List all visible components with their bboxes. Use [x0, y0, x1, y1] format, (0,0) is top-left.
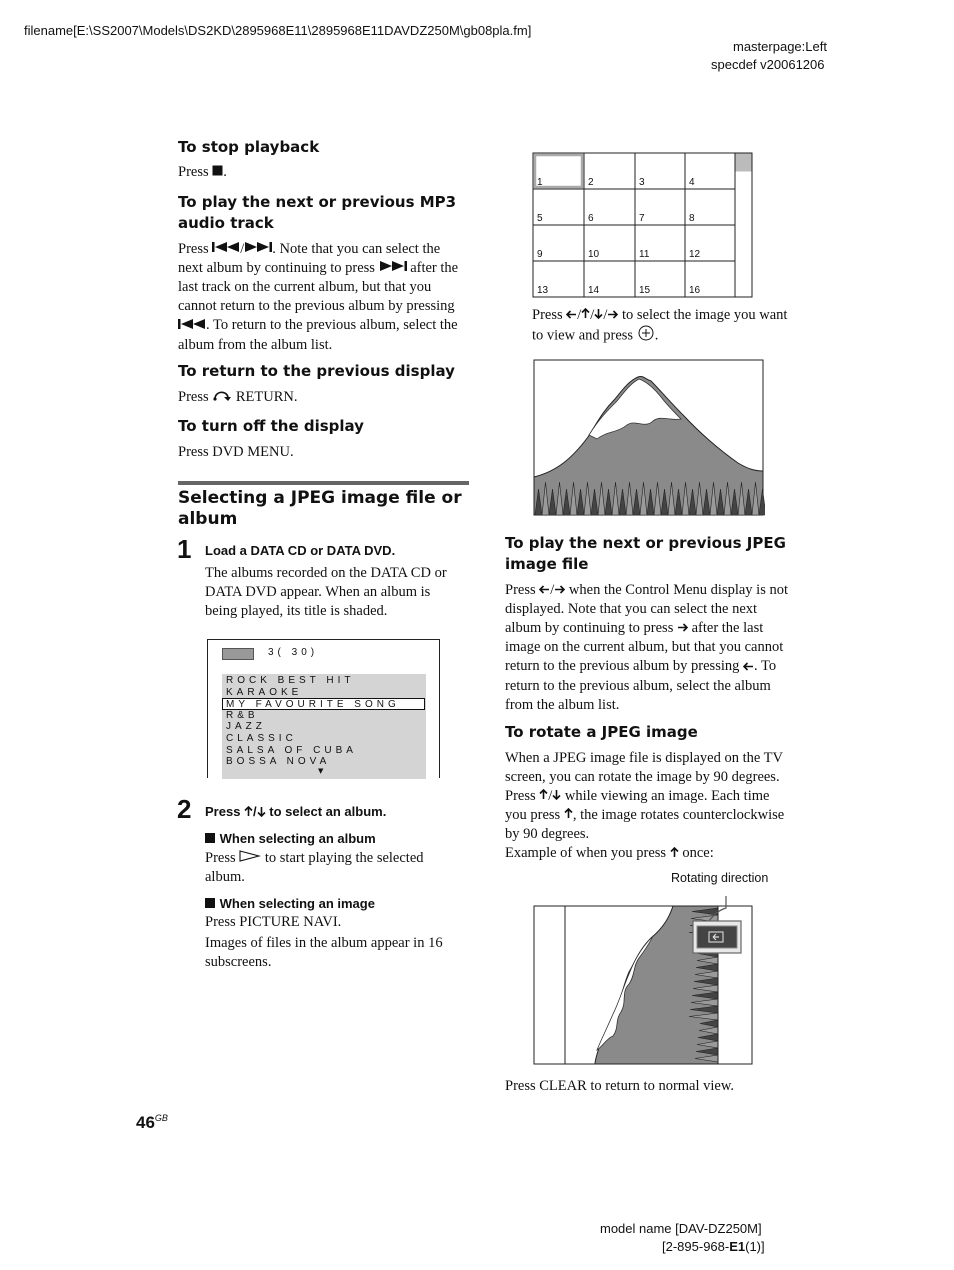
- arrow-up-icon: [564, 806, 573, 825]
- album-list-item[interactable]: SALSA OF CUBA: [226, 744, 357, 756]
- arrow-up-icon: [670, 845, 679, 864]
- thumbnail-label: 7: [639, 213, 645, 224]
- arrow-left-icon: [566, 306, 577, 325]
- when-selecting-image-heading: When selecting an image: [205, 895, 375, 914]
- arrow-left-icon: [743, 658, 754, 677]
- section-title: Selecting a JPEG image file or album: [178, 488, 462, 529]
- album-count: 3( 30): [268, 647, 319, 658]
- when-selecting-album-body: Press to start playing the selected album.: [205, 850, 424, 886]
- thumbnail-label: 13: [537, 285, 549, 296]
- prev-track-icon: [178, 317, 206, 336]
- arrow-down-icon: [257, 804, 266, 822]
- album-list-item[interactable]: R&B: [226, 709, 259, 721]
- thumbnail-label: 9: [537, 249, 543, 260]
- step-1-number: 1: [177, 534, 192, 564]
- bullet-square-icon: [205, 831, 216, 849]
- next-mp3-body: Press / . Note that you can select the next album by continuing to press after the last track on the current album, but that you cannot return to the previous album by pressing . To return to the previous album, select the album from the album list.: [178, 241, 459, 353]
- step-2-title: Press / to select an album.: [205, 803, 386, 822]
- grid-scrollbar: [735, 153, 752, 297]
- model-name: model name [DAV-DZ250M]: [600, 1221, 762, 1236]
- return-icon: [212, 388, 232, 407]
- stop-playback-text: Press .: [178, 163, 227, 182]
- arrow-right-icon: [607, 306, 618, 325]
- more-items-indicator: ▼: [318, 767, 324, 775]
- bullet-square-icon: [205, 896, 216, 914]
- arrow-up-icon: [244, 804, 253, 822]
- album-list-screen: [207, 639, 440, 778]
- arrow-up-icon: [539, 787, 548, 806]
- step-1-title: Load a DATA CD or DATA DVD.: [205, 543, 396, 558]
- grid-caption: Press / / / to select the image you want to view and press .: [532, 306, 812, 347]
- rotate-heading: To rotate a JPEG image: [505, 723, 698, 741]
- thumbnail-label: 11: [639, 249, 650, 260]
- play-icon: [239, 849, 261, 868]
- thumbnail-label: 8: [689, 213, 695, 224]
- album-list-item[interactable]: MY FAVOURITE SONG: [222, 698, 425, 710]
- album-list-item[interactable]: BOSSA NOVA: [226, 756, 331, 768]
- rotated-image: [533, 888, 755, 1066]
- thumbnail-label: 4: [689, 177, 695, 188]
- stop-icon: [212, 163, 223, 182]
- when-selecting-image-body: Press PICTURE NAVI. Images of files in the album appear in 16 subscreens.: [205, 914, 443, 970]
- filename-header: filename[E:\SS2007\Models\DS2KD\2895968E11\2895968E11DAVDZ250M\gb08pla.fm]: [24, 23, 532, 38]
- part-number: [2-895-968-E1(1)]: [662, 1239, 765, 1254]
- prev-track-icon: [212, 240, 240, 259]
- thumbnail-label: 14: [588, 285, 600, 296]
- thumbnail-label: 12: [689, 249, 701, 260]
- when-selecting-album-heading: When selecting an album: [205, 830, 376, 849]
- arrow-left-icon: [539, 581, 550, 600]
- mountain-image: [533, 359, 765, 517]
- thumbnail-label: 5: [537, 213, 543, 224]
- masterpage-label: masterpage:Left: [733, 39, 827, 54]
- arrow-down-icon: [552, 787, 561, 806]
- album-folder-icon: [222, 648, 254, 660]
- arrow-up-icon: [581, 306, 590, 325]
- arrow-down-icon: [594, 306, 603, 325]
- next-jpeg-heading: To play the next or previous JPEG image file: [505, 534, 786, 573]
- thumbnail-label: 1: [537, 177, 543, 188]
- arrow-right-icon: [554, 581, 565, 600]
- return-heading: To return to the previous display: [178, 362, 455, 380]
- thumbnail-label: 16: [689, 285, 701, 296]
- specdef-label: specdef v20061206: [711, 57, 825, 72]
- thumbnail-label: 15: [639, 285, 651, 296]
- return-text: Press RETURN.: [178, 388, 298, 407]
- grid-scrollbar-thumb: [736, 154, 752, 172]
- turn-off-heading: To turn off the display: [178, 417, 364, 435]
- next-mp3-heading: To play the next or previous MP3 audio track: [178, 193, 457, 232]
- album-list-panel: [222, 674, 426, 779]
- album-list-item[interactable]: CLASSIC: [226, 733, 297, 744]
- thumbnail-label: 2: [588, 177, 594, 188]
- next-track-icon: [379, 259, 407, 278]
- stop-playback-heading: To stop playback: [178, 138, 320, 156]
- thumbnail-label: 3: [639, 177, 645, 188]
- album-list-item[interactable]: KARAOKE: [226, 686, 303, 698]
- clear-text: Press CLEAR to return to normal view.: [505, 1078, 735, 1094]
- section-rule: [178, 481, 469, 485]
- step-1-body: The albums recorded on the DATA CD or DATA DVD appear. When an album is being played, its title is shaded.: [205, 565, 447, 619]
- album-list-item[interactable]: JAZZ: [226, 721, 266, 733]
- step-2-number: 2: [177, 794, 192, 824]
- page-number: $46^{GB}$: [136, 1113, 168, 1132]
- thumbnail-grid: [532, 152, 754, 299]
- rotating-direction-callout: Rotating direction: [671, 871, 769, 885]
- next-jpeg-body: Press / when the Control Menu display is not displayed. Note that you can select the next album by continuing to press after the last image on the current album, but that you cannot return to the previous album by pressing . To return to the previous album, select the album from the album list.: [505, 582, 788, 713]
- arrow-right-icon: [677, 619, 688, 638]
- enter-icon: [637, 325, 655, 347]
- thumbnail-label: 6: [588, 213, 594, 224]
- album-list-item[interactable]: ROCK BEST HIT: [226, 675, 355, 686]
- thumbnail-label: 10: [588, 249, 600, 260]
- rotate-body: When a JPEG image file is displayed on the TV screen, you can rotate the image by 90 degrees. Press / while viewing an image. Each time you press , the image rotates counterclockwise by 90 degrees. Example of when you press once:: [505, 749, 805, 864]
- turn-off-text: Press DVD MENU.: [178, 444, 294, 460]
- next-track-icon: [244, 240, 272, 259]
